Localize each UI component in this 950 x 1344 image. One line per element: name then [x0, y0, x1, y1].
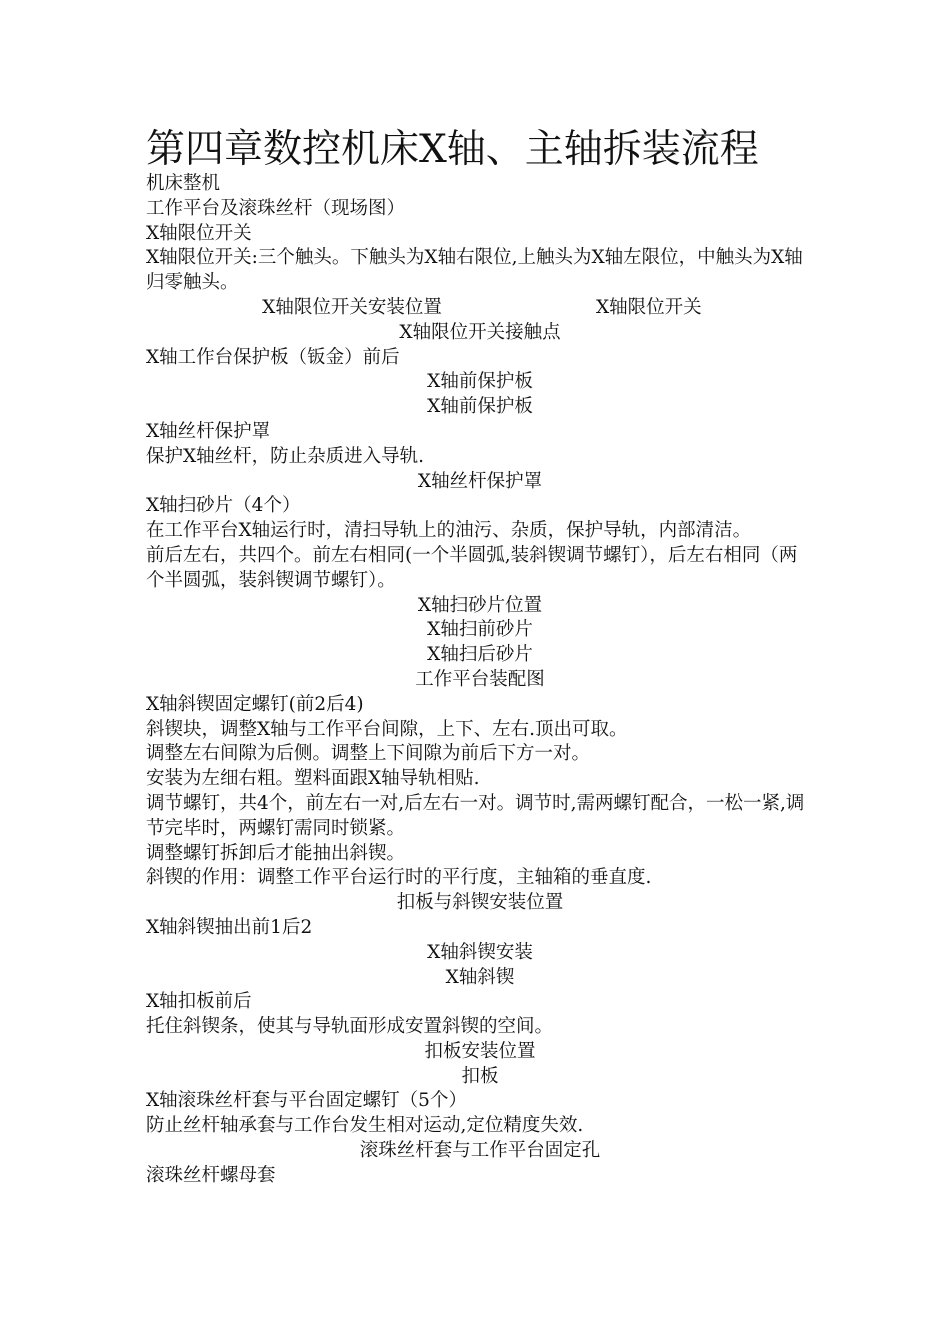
- paragraph-screw-removal: 调整螺钉拆卸后才能抽出斜锲。: [146, 842, 406, 864]
- section-heading-limit-switch: X轴限位开关: [146, 222, 252, 244]
- paragraph-screw-cover: 保护X轴丝杆，防止杂质进入导轨.: [146, 445, 425, 467]
- caption-front-guard-1: X轴前保护板: [427, 371, 533, 393]
- paragraph-nut-screws: 防止丝杆轴承套与工作台发生相对运动,定位精度失效.: [146, 1115, 584, 1137]
- page-title: 第四章数控机床X轴、主轴拆装流程: [146, 127, 759, 172]
- caption-gib: X轴斜锲: [445, 966, 515, 988]
- caption-screw-cover: X轴丝杆保护罩: [417, 470, 543, 492]
- paragraph-wiper-function: 在工作平台X轴运行时，清扫导轨上的油污、杂质，保护导轨，内部清洁。: [146, 520, 752, 542]
- section-heading-machine: 机床整机: [146, 173, 221, 194]
- caption-rear-wiper: X轴扫后砂片: [427, 644, 533, 666]
- paragraph-limit-switch: X轴限位开关:三个触头。下触头为X轴右限位,上触头为X轴左限位，中触头为X轴归零触头。: [146, 247, 803, 294]
- paragraph-gib-install: 安装为左细右粗。塑料面跟X轴导轨相贴.: [146, 768, 480, 790]
- caption-row-limit-switch: [146, 296, 814, 321]
- caption-gib-install: X轴斜锲安装: [427, 941, 533, 963]
- caption-nut-holes: 滚珠丝杆套与工作平台固定孔: [359, 1140, 601, 1162]
- caption-clamp-gib-position: 扣板与斜锲安装位置: [396, 892, 564, 914]
- section-heading-guard-plate: X轴工作台保护板（钣金）前后: [146, 346, 400, 368]
- caption-wiper-position: X轴扫砂片位置: [417, 594, 543, 616]
- caption-limit-switch: X轴限位开关: [596, 296, 702, 318]
- caption-limit-switch-position: X轴限位开关安装位置: [262, 296, 442, 318]
- caption-clamp: 扣板: [461, 1065, 499, 1087]
- caption-front-guard-2: X轴前保护板: [427, 396, 533, 418]
- paragraph-clamp-plate: 托住斜锲条，使其与导轨面形成安置斜锲的空间。: [146, 1016, 554, 1038]
- section-heading-nut-screws: X轴滚珠丝杆套与平台固定螺钉（5个）: [146, 1090, 467, 1112]
- section-heading-platform: 工作平台及滚珠丝杆（现场图）: [146, 197, 406, 219]
- caption-limit-switch-contact: X轴限位开关接触点: [399, 321, 561, 343]
- paragraph-gib-gap: 调整左右间隙为后侧。调整上下间隙为前后下方一对。: [146, 743, 591, 765]
- paragraph-wiper-layout: 前后左右，共四个。前左右相同(一个半圆弧,装斜锲调节螺钉），后左右相同（两个半圆弧，装斜锲调节螺钉）。: [146, 544, 798, 591]
- section-heading-gib-extract: X轴斜锲抽出前1后2: [146, 916, 313, 938]
- paragraph-gib-block: 斜锲块，调整X轴与工作平台间隙，上下、左右.顶出可取。: [146, 718, 628, 740]
- section-heading-wiper: X轴扫砂片（4个）: [146, 495, 301, 517]
- paragraph-gib-purpose: 斜锲的作用：调整工作平台运行时的平行度，主轴箱的垂直度.: [146, 867, 652, 889]
- caption-front-wiper: X轴扫前砂片: [427, 619, 533, 641]
- caption-assembly-drawing: 工作平台装配图: [415, 668, 545, 690]
- caption-clamp-position: 扣板安装位置: [424, 1040, 536, 1062]
- section-heading-nut-sleeve: 滚珠丝杆螺母套: [146, 1164, 276, 1186]
- document-body: [146, 172, 814, 1189]
- section-heading-screw-cover: X轴丝杆保护罩: [146, 420, 271, 442]
- section-heading-clamp-plate: X轴扣板前后: [146, 991, 252, 1013]
- paragraph-adjust-screws: 调节螺钉，共4个，前左右一对,后左右一对。调节时,需两螺钉配合，一松一紧,调节完毕时，两螺钉需同时锁紧。: [146, 792, 805, 839]
- section-heading-gib-screws: X轴斜锲固定螺钉(前2后4): [146, 693, 364, 715]
